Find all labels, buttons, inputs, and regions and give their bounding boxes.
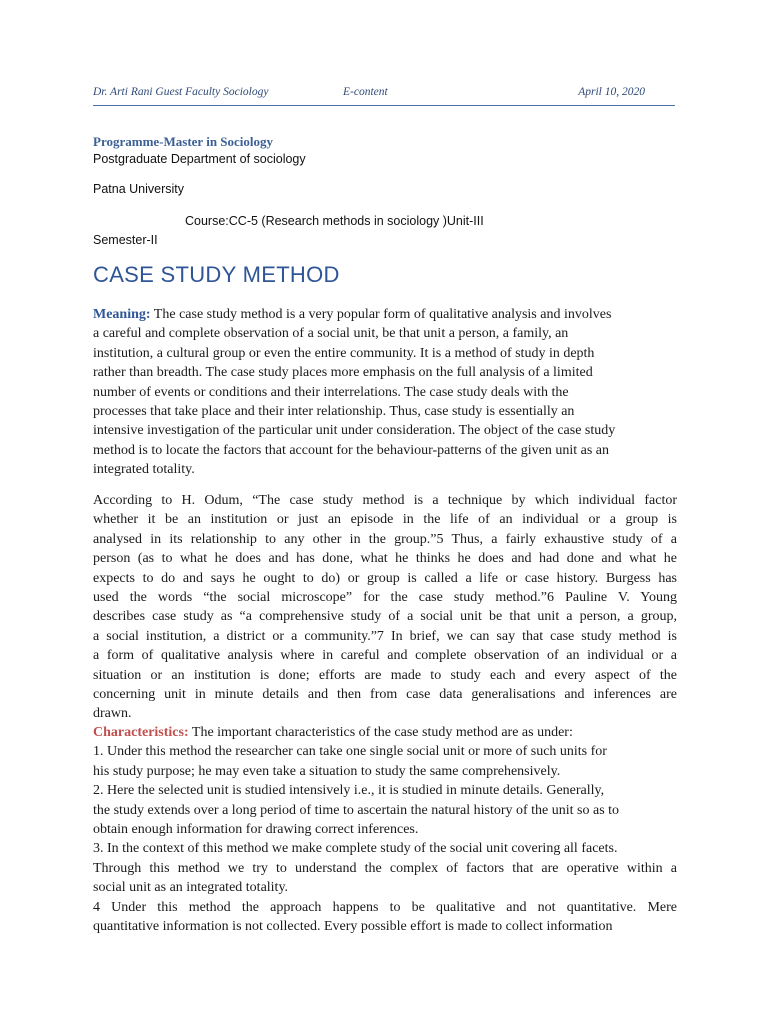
university-line: Patna University: [93, 182, 185, 196]
odum-line: a form of qualitative analysis where in careful and complete observation of an individual or a: [93, 648, 677, 664]
odum-paragraph: [93, 491, 677, 724]
characteristics-line: the study extends over a long period of time to ascertain the natural history of the unit so as to: [93, 802, 620, 818]
department-line: Postgraduate Department of sociology: [93, 152, 306, 166]
meaning-line: a careful and complete observation of a social unit, be that unit a person, a family, an: [93, 326, 569, 342]
header-author: Dr. Arti Rani Guest Faculty Sociology: [93, 86, 269, 98]
odum-line: situation or an institution is done; efforts are made to study each and every aspect of the: [93, 667, 677, 683]
odum-line: expects to do and says he ought to do) or group is called a life or case history. Burgess has: [93, 570, 677, 586]
characteristics-line: social unit as an integrated totality.: [93, 880, 289, 896]
meaning-label: Meaning:: [93, 307, 151, 322]
odum-line: concerning unit in minute details and then from case data generalisations and inferences are: [93, 687, 677, 703]
semester-line: Semester-II: [93, 233, 158, 247]
meaning-line: rather than breadth. The case study places more emphasis on the full analysis of a limited: [93, 365, 593, 381]
odum-line: used the words “the social microscope” for the case study method.”6 Pauline V. Young: [93, 590, 677, 606]
characteristics-line: Through this method we try to understand the complex of factors that are operative within a: [93, 860, 677, 876]
programme-heading: Programme-Master in Sociology: [93, 134, 274, 149]
characteristics-line: obtain enough information for drawing correct inferences.: [93, 822, 419, 838]
header-econtent: E-content: [343, 86, 388, 98]
meaning-line: institution, a cultural group or even the entire community. It is a method of study in depth: [93, 345, 595, 361]
meaning-line: [93, 305, 677, 324]
meaning-line: method is to locate the factors that account for the behaviour-patterns of the given unit as an: [93, 442, 609, 458]
characteristics-intro-text: The important characteristics of the case study method are as under:: [188, 725, 573, 740]
header-date: April 10, 2020: [578, 86, 645, 98]
meaning-line: intensive investigation of the particular unit under consideration. The object of the case study: [93, 423, 616, 439]
characteristics-section: [93, 723, 677, 936]
odum-line: person (as to what he does and has done, what he thinks he does and had done and what he: [93, 551, 677, 567]
page-header: [93, 86, 675, 104]
characteristics-label: Characteristics:: [93, 725, 189, 740]
meaning-text: The case study method is a very popular form of qualitative analysis and involves: [150, 307, 612, 322]
meaning-line: processes that take place and their inter relationship. Thus, case study is essentially an: [93, 404, 575, 420]
odum-line: whether it be an institution or just an episode in the life of an individual or a group is: [93, 512, 677, 528]
odum-line: drawn.: [93, 706, 132, 722]
course-line: Course:CC-5 (Research methods in sociology )Unit-III: [185, 214, 484, 228]
header-divider: [93, 105, 675, 106]
meaning-paragraph: [93, 305, 677, 480]
characteristics-line: 2. Here the selected unit is studied intensively i.e., it is studied in minute details. Generally,: [93, 783, 605, 799]
characteristics-line: his study purpose; he may even take a situation to study the same comprehensively.: [93, 763, 561, 779]
page-title: CASE STUDY METHOD: [93, 262, 340, 287]
characteristics-intro: [93, 723, 677, 742]
characteristics-line: 3. In the context of this method we make complete study of the social unit covering all facets.: [93, 841, 618, 857]
odum-line: analysed in its relationship to any other in the group.”5 Thus, a fairly exhaustive study of a: [93, 531, 677, 547]
odum-line: describes case study as “a comprehensive study of a social unit be that unit a person, a group,: [93, 609, 677, 625]
meaning-line: number of events or conditions and their interrelations. The case study deals with the: [93, 384, 569, 400]
characteristics-line: 1. Under this method the researcher can take one single social unit or more of such units for: [93, 744, 607, 760]
characteristics-line: quantitative information is not collected. Every possible effort is made to collect information: [93, 919, 613, 935]
meaning-line: integrated totality.: [93, 462, 195, 478]
odum-line: According to H. Odum, “The case study method is a technique by which individual factor: [93, 493, 677, 508]
odum-line: a social institution, a district or a community.”7 In brief, we can say that case study method is: [93, 628, 677, 644]
characteristics-line: 4 Under this method the approach happens to be qualitative and not quantitative. Mere: [93, 899, 677, 915]
